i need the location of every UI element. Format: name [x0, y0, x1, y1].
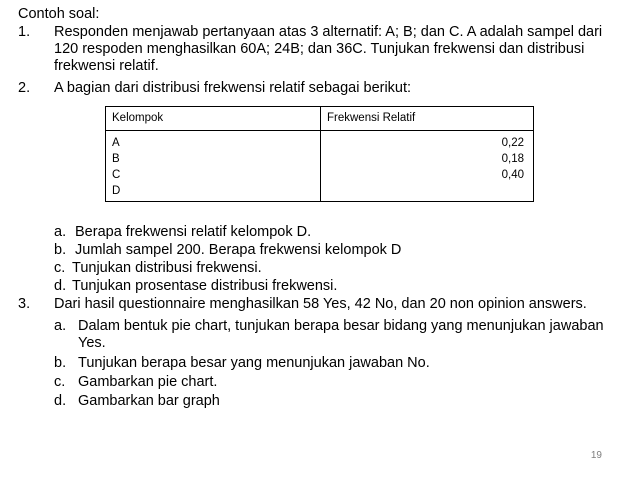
question3-text: Dari hasil questionnaire menghasilkan 58 Yes, 42 No, dan 20 non opinion answers.	[54, 296, 587, 312]
question2-number: 2.	[18, 80, 31, 96]
table-group-cell: A	[112, 137, 120, 149]
heading: Contoh soal:	[18, 6, 100, 22]
table-group-cell: C	[112, 169, 121, 181]
question2-text: A bagian dari distribusi frekwensi relatif sebagai berikut:	[54, 80, 412, 96]
q3-subitem-label: a.	[54, 318, 67, 334]
q2-subitem-label: c.	[54, 260, 66, 276]
question1-line-1: Responden menjawab pertanyaan atas 3 alternatif: A; B; dan C. A adalah sampel dari	[54, 24, 603, 40]
question3-number: 3.	[18, 296, 31, 312]
q2-subitem-label: a.	[54, 224, 67, 240]
table-value-cell: 0,40	[501, 169, 524, 181]
question1-line-2: 120 respoden menghasilkan 60A; 24B; dan 36C. Tunjukan frekwensi dan distribusi	[54, 41, 585, 57]
page-number: 19	[590, 450, 602, 461]
table-column-divider	[320, 107, 321, 201]
frequency-table	[105, 106, 534, 202]
table-header-frekwensi-relatif: Frekwensi Relatif	[327, 112, 416, 124]
q3-subitem-line-1: Gambarkan pie chart.	[78, 374, 218, 390]
q3-subitem-line-1: Tunjukan berapa besar yang menunjukan jawaban No.	[78, 355, 430, 371]
q2-subitem-label: d.	[54, 278, 67, 294]
q2-subitem-text: Jumlah sampel 200. Berapa frekwensi kelompok D	[75, 242, 402, 258]
q3-subitem-label: c.	[54, 374, 66, 390]
table-header-divider	[106, 130, 533, 131]
q2-subitem-text: Tunjukan prosentase distribusi frekwensi.	[72, 278, 338, 294]
q3-subitem-line-2: Yes.	[78, 335, 106, 351]
table-header-kelompok: Kelompok	[112, 112, 164, 124]
q2-subitem-label: b.	[54, 242, 67, 258]
question1-line-3: frekwensi relatif.	[54, 58, 159, 74]
question1-number: 1.	[18, 24, 31, 40]
table-value-cell: 0,18	[501, 153, 524, 165]
table-group-cell: B	[112, 153, 120, 165]
q3-subitem-label: b.	[54, 355, 67, 371]
q3-subitem-line-1: Dalam bentuk pie chart, tunjukan berapa besar bidang yang menunjukan jawaban	[78, 318, 604, 334]
q2-subitem-text: Berapa frekwensi relatif kelompok D.	[75, 224, 312, 240]
q3-subitem-line-1: Gambarkan bar graph	[78, 393, 220, 409]
table-value-cell: 0,22	[501, 137, 524, 149]
table-group-cell: D	[112, 185, 121, 197]
q2-subitem-text: Tunjukan distribusi frekwensi.	[72, 260, 262, 276]
q3-subitem-label: d.	[54, 393, 67, 409]
